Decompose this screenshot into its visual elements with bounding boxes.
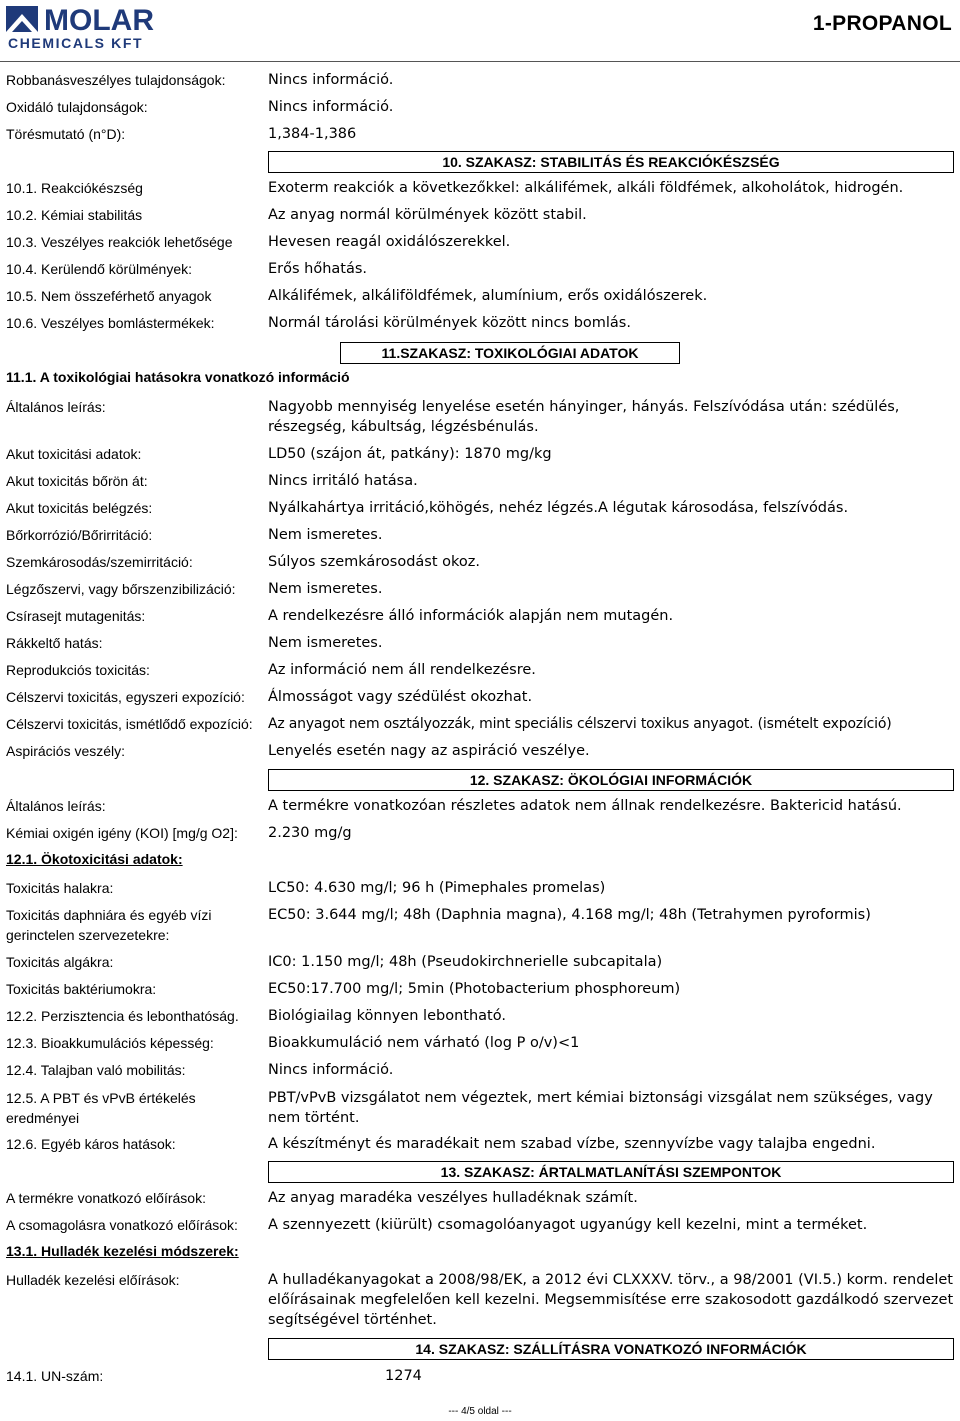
row-value: Súlyos szemkárosodást okoz. [268,554,480,570]
row-value: Normál tárolási körülmények között nincs bomlás. [268,315,631,331]
row-value: EC50: 3.644 mg/l; 48h (Daphnia magna), 4.168 mg/l; 48h (Tetrahymen pyroformis) [268,907,871,923]
section-10-header: 10. SZAKASZ: STABILITÁS ÉS REAKCIÓKÉSZSÉG [268,151,954,173]
row-value: Az anyag normál körülmények között stabil. [268,207,587,223]
section-12-1-subtitle: 12.1. Ökotoxicitási adatok: [6,851,183,867]
row-value: EC50:17.700 mg/l; 5min (Photobacterium phosphoreum) [268,981,681,997]
row-value: A hulladékanyagokat a 2008/98/EK, a 2012 évi CLXXXV. törv., a 98/2001 (VI.5.) korm. rendelet előírásainak megfelelően kell kezelni. Megsemmisítése erre szakosodott gazdálkodó szervezet segítségével történhet. [268,1272,954,1328]
row-value: Exoterm reakciók a következőkkel: alkálifémek, alkáli földfémek, alkoholátok, hidrogén. [268,180,904,196]
row-value: 2.230 mg/g [268,825,352,841]
row-label: Csírasejt mutagenitás: [6,608,146,624]
section-11-header: 11.SZAKASZ: TOXIKOLÓGIAI ADATOK [340,342,680,364]
row-value: Nincs információ. [268,1062,394,1078]
row-label: A termékre vonatkozó előírások: [6,1190,206,1206]
row-value: Erős hőhatás. [268,261,368,277]
row-label: 12.6. Egyéb káros hatások: [6,1136,176,1152]
row-value: Nem ismeretes. [268,581,383,597]
row-label: A csomagolásra vonatkozó előírások: [6,1217,238,1233]
row-value: Az anyag maradéka veszélyes hulladéknak számít. [268,1190,638,1206]
row-label: Akut toxicitási adatok: [6,446,142,462]
row-label: 10.4. Kerülendő körülmények: [6,261,192,277]
row-label: 12.5. A PBT és vPvB értékelés eredményei [6,1090,196,1126]
row-label: 12.3. Bioakkumulációs képesség: [6,1035,214,1051]
row-value: PBT/vPvB vizsgálatot nem végeztek, mert kémiai biztonsági vizsgálat nem szükséges, vagy nem történt. [268,1090,933,1126]
row-value: Nincs információ. [268,72,394,88]
row-label: 12.2. Perzisztencia és lebonthatóság. [6,1008,239,1024]
row-label: Általános leírás: [6,798,106,814]
row-value: 1,384-1,386 [268,126,357,142]
row-label: Toxicitás baktériumokra: [6,981,157,997]
section-13-1-subtitle: 13.1. Hulladék kezelési módszerek: [6,1243,239,1259]
row-value: Nyálkahártya irritáció,köhögés, nehéz légzés.A légutak károsodása, felszívódás. [268,500,849,516]
row-label: Célszervi toxicitás, ismétlődő expozíció: [6,716,253,732]
row-value: LC50: 4.630 mg/l; 96 h (Pimephales promelas) [268,880,606,896]
row-value: Nem ismeretes. [268,635,383,651]
row-value: 1274 [385,1368,422,1384]
row-value: Álmosságot vagy szédülést okozhat. [268,689,533,705]
header-divider [0,61,960,62]
row-label: 10.6. Veszélyes bomlástermékek: [6,315,215,331]
document-title: 1-PROPANOL [812,12,952,35]
row-label: Rákkeltő hatás: [6,635,103,651]
row-label: Oxidáló tulajdonságok: [6,99,148,115]
row-label: Bőrkorrózió/Bőrirritáció: [6,527,153,543]
row-value: Lenyelés esetén nagy az aspiráció veszélye. [268,743,590,759]
section-11-1-subtitle: 11.1. A toxikológiai hatásokra vonatkozó információ [6,369,350,385]
row-label: Törésmutató (n°D): [6,126,126,142]
row-value: Nincs információ. [268,99,394,115]
row-value: Alkálifémek, alkáliföldfémek, alumínium, erős oxidálószerek. [268,288,708,304]
row-value: LD50 (szájon át, patkány): 1870 mg/kg [268,446,552,462]
row-label: Reprodukciós toxicitás: [6,662,150,678]
row-value: Nagyobb mennyiség lenyelése esetén hányinger, hányás. Felszívódása után: szédülés, részegség, kábultság, légzésbénulás. [268,399,900,435]
row-value: Az információ nem áll rendelkezésre. [268,662,536,678]
row-label: Akut toxicitás bőrön át: [6,473,148,489]
row-label: Hulladék kezelési előírások: [6,1272,180,1288]
row-label: Toxicitás halakra: [6,880,114,896]
logo-bottom-text: CHEMICALS KFT [8,35,144,50]
row-label: 10.3. Veszélyes reakciók lehetősége [6,234,233,250]
row-label: Általános leírás: [6,399,106,415]
row-label: Célszervi toxicitás, egyszeri expozíció: [6,689,245,705]
logo-top-text: MOLAR [44,4,154,37]
row-label: Toxicitás daphniára és egyéb vízi gerinctelen szervezetekre: [6,907,212,943]
row-value: A termékre vonatkozóan részletes adatok nem állnak rendelkezésre. Baktericid hatású. [268,798,902,814]
row-label: Aspirációs veszély: [6,743,126,759]
row-label: 10.2. Kémiai stabilitás [6,207,143,223]
row-value: Bioakkumuláció nem várható (log P o/v)<1 [268,1035,580,1051]
row-label: Akut toxicitás belégzés: [6,500,153,516]
row-label: Kémiai oxigén igény (KOI) [mg/g O2]: [6,825,238,841]
section-12-header: 12. SZAKASZ: ÖKOLÓGIAI INFORMÁCIÓK [268,769,954,791]
row-label: 14.1. UN-szám: [6,1368,104,1384]
row-value: A készítményt és maradékait nem szabad vízbe, szennyvízbe vagy talajba engedni. [268,1136,876,1152]
row-label: Robbanásveszélyes tulajdonságok: [6,72,226,88]
row-value: IC0: 1.150 mg/l; 48h (Pseudokirchnerielle subcapitala) [268,954,663,970]
row-label: 10.5. Nem összeférhető anyagok [6,288,212,304]
molar-logo [6,4,228,50]
page-footer: --- 4/5 oldal --- [448,1406,512,1417]
row-label: 12.4. Talajban való mobilitás: [6,1062,186,1078]
row-label: 10.1. Reakciókészség [6,180,143,196]
row-value: Biológiailag könnyen lebontható. [268,1008,506,1024]
row-label: Szemkárosodás/szemirritáció: [6,554,193,570]
row-label: Légzőszervi, vagy bőrszenzibilizáció: [6,581,236,597]
row-value: Nem ismeretes. [268,527,383,543]
section-13-header: 13. SZAKASZ: ÁRTALMATLANÍTÁSI SZEMPONTOK [268,1161,954,1183]
row-label: Toxicitás algákra: [6,954,114,970]
row-value: A szennyezett (kiürült) csomagolóanyagot ugyanúgy kell kezelni, mint a terméket. [268,1217,868,1233]
row-value: Nincs irritáló hatása. [268,473,418,489]
row-value: Az anyagot nem osztályozzák, mint speciális célszervi toxikus anyagot. (ismételt expozíció) [268,716,892,732]
row-value: Hevesen reagál oxidálószerekkel. [268,234,511,250]
row-value: A rendelkezésre álló információk alapján nem mutagén. [268,608,674,624]
section-14-header: 14. SZAKASZ: SZÁLLÍTÁSRA VONATKOZÓ INFORMÁCIÓK [268,1338,954,1360]
